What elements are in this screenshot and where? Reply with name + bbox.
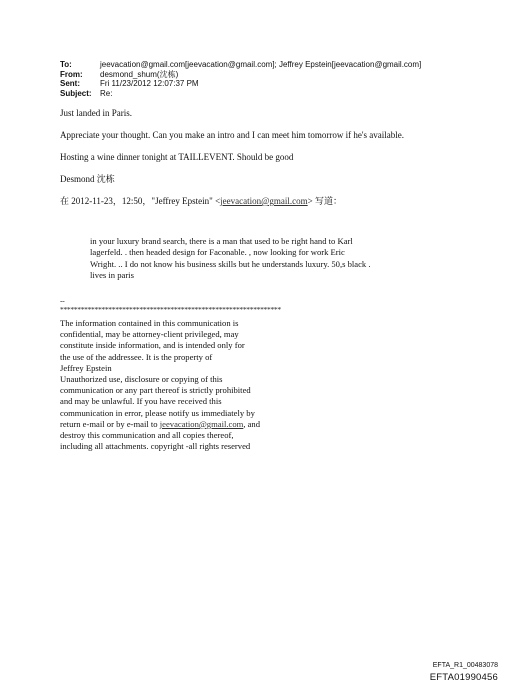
from-label: From: [60, 69, 83, 79]
subject-row [60, 89, 421, 99]
email-header [60, 60, 421, 98]
bates-number-primary: EFTA_R1_00483078 [432, 662, 498, 669]
legal-line: constitute inside information, and is intended only for [60, 340, 245, 351]
legal-line: The information contained in this communication is [60, 318, 239, 328]
subject-value: Re: [100, 88, 113, 98]
message-line-3: Hosting a wine dinner tonight at TAILLEVENT. Should be good [60, 152, 294, 162]
legal-line: Jeffrey Epstein [60, 362, 112, 373]
legal-line: and may be unlawful. If you have received this [60, 396, 222, 407]
legal-line: Unauthorized use, disclosure or copying of this [60, 374, 223, 385]
sent-value: Fri 11/23/2012 12:07:37 PM [100, 79, 199, 88]
legal-email-link[interactable]: jeevacation@gmail.com [159, 418, 244, 429]
sent-row [60, 79, 421, 89]
from-value: desmond_shum(沈栋) [100, 69, 179, 79]
reply-suffix: > 写道： [307, 196, 342, 206]
reply-prefix: 在 2012-11-23，12:50，"Jeffrey Epstein" < [60, 196, 221, 206]
legal-line: communication or any part thereof is strictly prohibited [60, 385, 251, 396]
subject-label: Subject: [60, 88, 92, 98]
quote-line-3: Wright. .. I do not know his business skills but he understands luxury. 50,s black . [90, 258, 371, 269]
reply-email-link[interactable]: jeevacation@gmail.com [220, 196, 308, 206]
reply-header [60, 196, 480, 207]
legal-disclaimer [60, 318, 260, 452]
quote-line-1: in your luxury brand search, there is a man that used to be right hand to Karl [90, 236, 353, 246]
message-body [60, 108, 480, 207]
legal-line: communication in error, please notify us immediately by [60, 407, 255, 418]
signature: Desmond 沈栋 [60, 174, 115, 184]
quote-line-2: lagerfeld. . then headed design for Faconable. , now looking for work Eric [90, 247, 345, 258]
to-value: jeevacation@gmail.com[jeevacation@gmail.com]; Jeffrey Epstein[jeevacation@gmail.com] [100, 60, 422, 69]
legal-line: destroy this communication and all copies thereof, [60, 430, 234, 441]
to-label: To: [60, 60, 72, 69]
legal-line: the use of the addressee. It is the property of [60, 351, 213, 362]
dash-line: -- [60, 296, 65, 305]
legal-suffix: , and [243, 418, 261, 429]
quoted-message [90, 236, 440, 281]
signature-separator [60, 296, 281, 314]
from-row [60, 70, 421, 80]
legal-prefix: return e-mail or by e-mail to [60, 418, 160, 429]
sent-label: Sent: [60, 79, 80, 88]
to-row [60, 60, 421, 70]
legal-line: including all attachments. copyright -all rights reserved [60, 441, 251, 452]
legal-line [60, 419, 260, 430]
quote-line-4: lives in paris [90, 269, 134, 280]
message-line-2: Appreciate your thought. Can you make an intro and I can meet him tomorrow if he's available. [60, 130, 405, 140]
bates-number-secondary: EFTA01990456 [429, 672, 498, 683]
star-line: **************************************************************** [60, 305, 281, 314]
legal-line: confidential, may be attorney-client privileged, may [60, 329, 239, 340]
message-line-1: Just landed in Paris. [60, 108, 132, 118]
